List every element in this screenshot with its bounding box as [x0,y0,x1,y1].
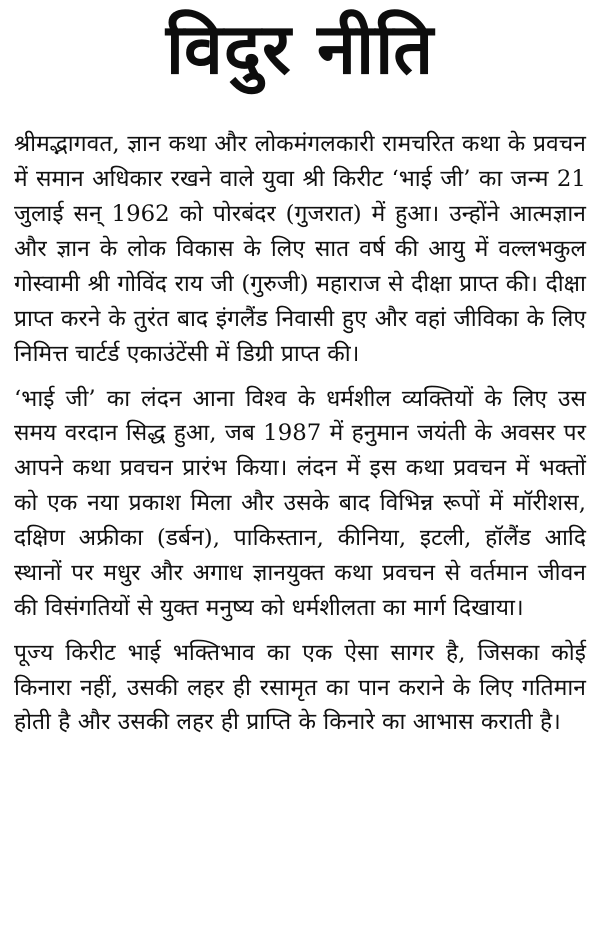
page-title: विदुर नीति [165,8,435,90]
paragraph-biography: श्रीमद्भागवत, ज्ञान कथा और लोकमंगलकारी रामचरित कथा के प्रवचन में समान अधिकार रखने वाले युवा श्री किरीट ‘भाई जी’ का जन्म 21 जुलाई सन् 1962 को पोरबंदर (गुजरात) में हुआ। उन्होंने आत्मज्ञान और ज्ञान के लोक विकास के लिए सात वर्ष की आयु में वल्लभकुल गोस्वामी श्री गोविंद राय जी (गुरुजी) महाराज से दीक्षा प्राप्त की। दीक्षा प्राप्त करने के तुरंत बाद इंगलैंड निवासी हुए और वहां जीविका के लिए निमित्त चार्टर्ड एकाउंटेंसी में डिग्री प्राप्त की। [14,131,586,367]
paragraph-london-katha: ‘भाई जी’ का लंदन आना विश्व के धर्मशील व्यक्तियों के लिए उस समय वरदान सिद्ध हुआ, जब 1987 में हनुमान जयंती के अवसर पर आपने कथा प्रवचन प्रारंभ किया। लंदन में इस कथा प्रवचन में भक्तों को एक नया प्रकाश मिला और उसके बाद विभिन्न रूपों में मॉरीशस, दक्षिण अफ्रीका (डर्बन), पाकिस्तान, कीनिया, इटली, हॉलैंड आदि स्थानों पर मधुर और अगाध ज्ञानयुक्त कथा प्रवचन से वर्तमान जीवन की विसंगतियों से युक्त मनुष्य को धर्मशीलता का मार्ग दिखाया। [14,385,586,621]
paragraph-devotion: पूज्य किरीट भाई भक्तिभाव का एक ऐसा सागर है, जिसका कोई किनारा नहीं, उसकी लहर ही रसामृत का पान कराने के लिए गतिमान होती है और उसकी लहर ही प्राप्ति के किनारे का आभास कराती है। [14,639,586,736]
